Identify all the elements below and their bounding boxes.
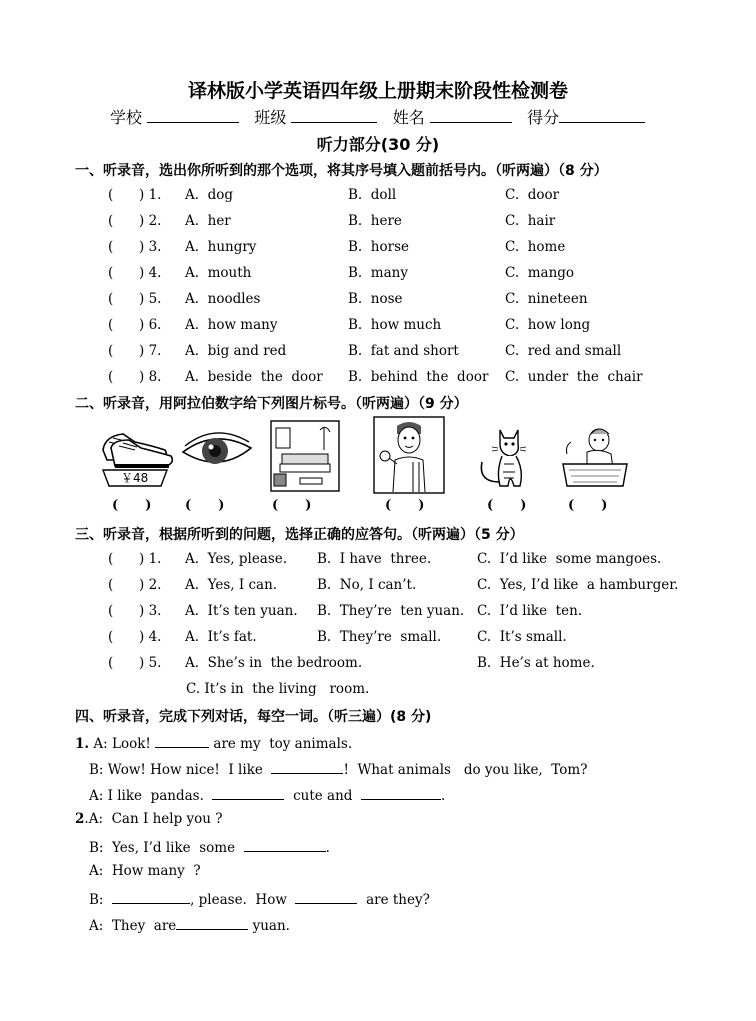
d1-blank-3[interactable] xyxy=(212,785,284,800)
dialogue2-line2 xyxy=(89,837,330,856)
answer-bracket[interactable]: ( ) 8. xyxy=(108,369,162,385)
option-a: A. She’s in the bedroom. xyxy=(185,655,363,671)
d2-l2-text-b: . xyxy=(325,840,330,856)
page-title: 译林版小学英语四年级上册期末阶段性检测卷 xyxy=(187,80,568,102)
d1-blank-2[interactable] xyxy=(271,759,343,774)
d1-l2-text-b: ! What animals do you like, Tom? xyxy=(343,762,588,778)
class-blank[interactable] xyxy=(291,108,377,123)
option-a: A. her xyxy=(185,213,231,229)
option-c: C. nineteen xyxy=(505,291,588,307)
section1-heading: 一、听录音，选出你所听到的那个选项，将其序号填入题前括号内。（听两遍）（8 分） xyxy=(75,163,608,179)
option-b: B. how much xyxy=(348,317,442,333)
option-c: C. under the chair xyxy=(505,369,643,385)
name-blank[interactable] xyxy=(430,108,512,123)
question-row xyxy=(0,577,756,599)
answer-bracket[interactable]: ( ) 4. xyxy=(108,265,162,281)
d2-l5-text-b: yuan. xyxy=(248,918,290,934)
d1-l3-text-c: . xyxy=(441,788,446,804)
section3-row5-c-text: C. It’s in the living room. xyxy=(186,681,370,697)
answer-bracket[interactable]: ( ) 3. xyxy=(108,603,162,619)
option-b: B. nose xyxy=(348,291,403,307)
d2-blank-1[interactable] xyxy=(244,837,326,852)
cat-icon xyxy=(470,422,540,492)
d2-blank-3[interactable] xyxy=(295,889,357,904)
option-c: C. hair xyxy=(505,213,556,229)
section4-heading: 四、听录音，完成下列对话，每空一词。（听三遍）(8 分) xyxy=(75,709,432,725)
d1-l1-text-b: are my toy animals. xyxy=(209,736,353,752)
answer-bracket[interactable]: ( ) 1. xyxy=(108,551,162,567)
dialogue1-number: 1. xyxy=(75,736,90,752)
d2-blank-2[interactable] xyxy=(112,889,190,904)
d2-l4-text-c: are they? xyxy=(357,892,430,908)
option-b: B. behind the door xyxy=(348,369,489,385)
option-a: A. how many xyxy=(185,317,278,333)
dialogue1-line1 xyxy=(75,733,352,752)
answer-bracket[interactable]: ( ) 1. xyxy=(108,187,162,203)
d2-blank-4[interactable] xyxy=(176,915,248,930)
man-icon xyxy=(373,416,445,494)
option-b: B. here xyxy=(348,213,402,229)
picture-answer-bracket[interactable]: ( ) xyxy=(112,498,152,513)
dialogue2-line5 xyxy=(89,915,290,934)
dialogue1-line2 xyxy=(89,759,587,778)
section3-row5-option-c xyxy=(0,681,756,703)
price-tag: ￥48 xyxy=(121,471,149,485)
student-info-line xyxy=(110,105,645,128)
name-label: 姓名 xyxy=(392,108,425,127)
question-row xyxy=(0,655,756,677)
d1-l2-text-a: B: Wow! How nice! I like xyxy=(89,762,272,778)
option-a: A. mouth xyxy=(185,265,252,281)
shoes-icon xyxy=(95,420,177,488)
picture-answer-bracket[interactable]: ( ) xyxy=(487,498,527,513)
school-label: 学校 xyxy=(110,108,143,127)
option-c: C. mango xyxy=(505,265,575,281)
option-a: A. It’s ten yuan. xyxy=(185,603,298,619)
d1-blank-1[interactable] xyxy=(155,733,209,748)
option-a: A. beside the door xyxy=(185,369,323,385)
option-c: B. He’s at home. xyxy=(477,655,595,671)
question-row xyxy=(0,291,756,313)
dialogue1-line3 xyxy=(89,785,445,804)
option-a: A. Yes, I can. xyxy=(185,577,278,593)
question-row xyxy=(0,551,756,573)
question-row xyxy=(0,187,756,209)
section2-heading: 二、听录音，用阿拉伯数字给下列图片标号。（听两遍）（9 分） xyxy=(75,396,468,412)
option-c: C. I’d like some mangoes. xyxy=(477,551,662,567)
answer-bracket[interactable]: ( ) 3. xyxy=(108,239,162,255)
section3-heading: 三、听录音，根据所听到的问题，选择正确的应答句。（听两遍）（5 分） xyxy=(75,527,524,543)
picture-answer-bracket[interactable]: ( ) xyxy=(185,498,225,513)
option-a: A. noodles xyxy=(185,291,261,307)
question-row xyxy=(0,239,756,261)
picture-answer-bracket[interactable]: ( ) xyxy=(272,498,312,513)
boy-in-bath-icon xyxy=(557,424,631,490)
d1-l3-text-b: cute and xyxy=(284,788,361,804)
option-c: C. door xyxy=(505,187,560,203)
d1-l1-text-a: A: Look! xyxy=(93,736,156,752)
answer-bracket[interactable]: ( ) 2. xyxy=(108,213,162,229)
option-c: C. red and small xyxy=(505,343,622,359)
d1-l3-text-a: A: I like pandas. xyxy=(89,788,213,804)
question-row xyxy=(0,369,756,391)
option-a: A. dog xyxy=(185,187,234,203)
question-row xyxy=(0,343,756,365)
option-b: B. They’re ten yuan. xyxy=(317,603,465,619)
option-b: B. doll xyxy=(348,187,397,203)
question-row xyxy=(0,629,756,651)
answer-bracket[interactable]: ( ) 4. xyxy=(108,629,162,645)
listening-part-title: 听力部分(30 分) xyxy=(316,135,440,154)
answer-bracket[interactable]: ( ) 7. xyxy=(108,343,162,359)
option-b: B. horse xyxy=(348,239,409,255)
option-b: B. fat and short xyxy=(348,343,459,359)
picture-answer-bracket[interactable]: ( ) xyxy=(568,498,608,513)
dialogue2-line4 xyxy=(89,889,430,908)
answer-bracket[interactable]: ( ) 2. xyxy=(108,577,162,593)
option-b: B. I have three. xyxy=(317,551,432,567)
answer-bracket[interactable]: ( ) 6. xyxy=(108,317,162,333)
question-row xyxy=(0,213,756,235)
d2-l4-text-b: , please. How xyxy=(190,892,296,908)
d2-l5-text-a: A: They are xyxy=(89,918,177,934)
option-a: A. hungry xyxy=(185,239,257,255)
option-a: A. It’s fat. xyxy=(185,629,257,645)
question-row xyxy=(0,603,756,625)
question-row xyxy=(0,265,756,287)
d1-blank-4[interactable] xyxy=(361,785,441,800)
school-blank[interactable] xyxy=(147,108,239,123)
question-row xyxy=(0,317,756,339)
dialogue2-line3: A: How many ? xyxy=(89,863,201,879)
eye-icon xyxy=(179,426,255,476)
option-c: C. how long xyxy=(505,317,591,333)
class-label: 班级 xyxy=(254,108,287,127)
option-c: C. Yes, I’d like a hamburger. xyxy=(477,577,679,593)
answer-bracket[interactable]: ( ) 5. xyxy=(108,291,162,307)
d2-l4-text-a: B: xyxy=(89,892,113,908)
score-blank[interactable] xyxy=(559,108,645,123)
living-room-icon xyxy=(270,420,340,492)
dialogue2-line1 xyxy=(75,811,222,827)
option-c: C. home xyxy=(505,239,566,255)
option-a: A. big and red xyxy=(185,343,287,359)
dialogue2-number: 2 xyxy=(75,811,85,827)
picture-answer-bracket[interactable]: ( ) xyxy=(385,498,425,513)
option-c: C. I’d like ten. xyxy=(477,603,583,619)
option-b: B. No, I can’t. xyxy=(317,577,417,593)
d2-l2-text-a: B: Yes, I’d like some xyxy=(89,840,244,856)
option-b: B. many xyxy=(348,265,408,281)
picture-row xyxy=(95,416,655,496)
d2-l1-text: .A: Can I help you ? xyxy=(84,811,223,827)
answer-bracket[interactable]: ( ) 5. xyxy=(108,655,162,671)
option-a: A. Yes, please. xyxy=(185,551,288,567)
option-b: B. They’re small. xyxy=(317,629,442,645)
score-label: 得分 xyxy=(527,108,560,127)
option-c: C. It’s small. xyxy=(477,629,567,645)
